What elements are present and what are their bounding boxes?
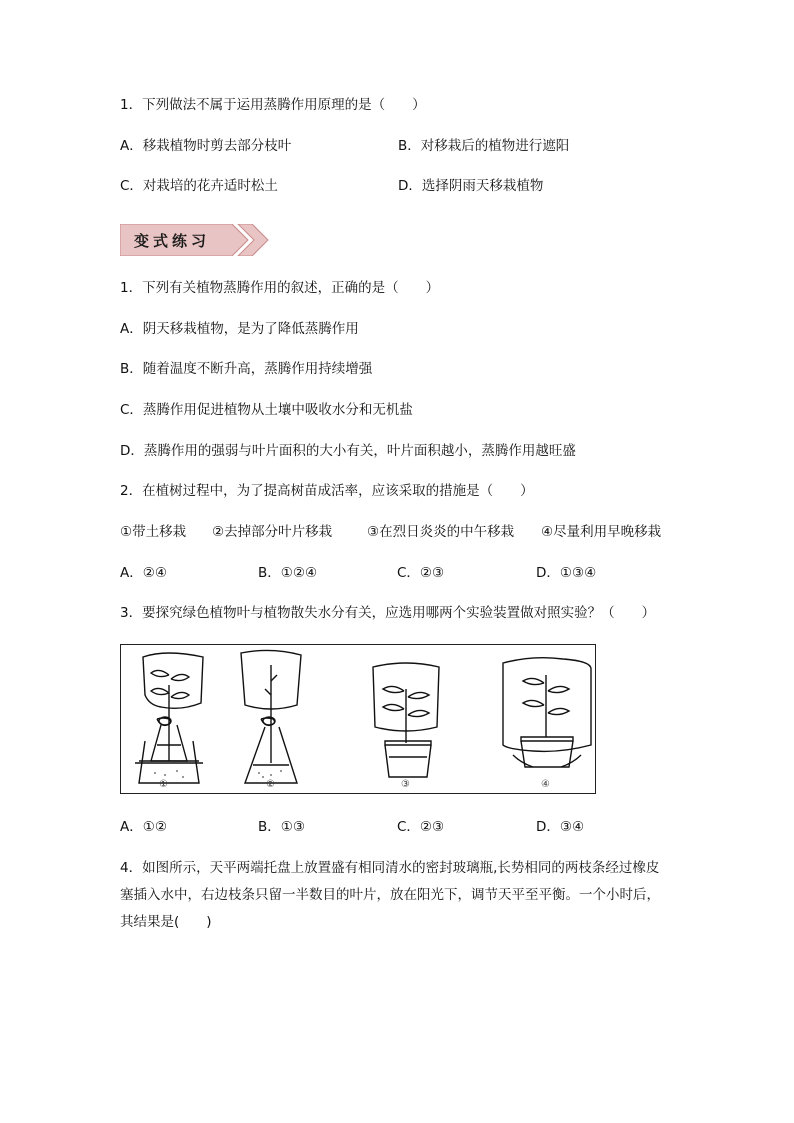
question-stem: 2．在植树过程中，为了提高树苗成活率，应该采取的措施是（ ） — [120, 483, 534, 499]
option-c: C．②③ — [397, 565, 445, 581]
option-d: D．选择阴雨天移栽植物 — [398, 178, 544, 194]
choice-3: ③在烈日炎炎的中午移栽 — [367, 524, 515, 540]
question-stem: 3．要探究绿色植物叶与植物散失水分有关，应选用哪两个实验装置做对照实验？（ ） — [120, 605, 656, 621]
option-a: A．②④ — [120, 565, 167, 581]
question-stem: 1．下列有关植物蒸腾作用的叙述，正确的是（ ） — [120, 280, 440, 296]
experiment-figure — [120, 644, 596, 794]
choice-4: ④尽量利用早晚移栽 — [541, 524, 662, 540]
question-stem-line-1: 4．如图所示，天平两端托盘上放置盛有相同清水的密封玻璃瓶,长势相同的两枝条经过橡皮 — [120, 860, 660, 876]
option-d: D．蒸腾作用的强弱与叶片面积的大小有关，叶片面积越小，蒸腾作用越旺盛 — [120, 443, 576, 459]
option-b: B．随着温度不断升高，蒸腾作用持续增强 — [120, 361, 373, 377]
option-d: D．③④ — [536, 819, 585, 835]
choice-2: ②去掉部分叶片移栽 — [212, 524, 333, 540]
option-c: C．②③ — [397, 819, 445, 835]
banner-title: 变式练习 — [134, 232, 211, 250]
apparatus-label-4: ④ — [541, 779, 550, 790]
option-b: B．对移栽后的植物进行遮阳 — [398, 138, 570, 154]
apparatus-label-2: ② — [266, 779, 275, 790]
option-d: D．①③④ — [536, 565, 597, 581]
section-banner — [120, 224, 270, 256]
option-c: C．对栽培的花卉适时松土 — [120, 178, 278, 194]
option-c: C．蒸腾作用促进植物从土壤中吸收水分和无机盐 — [120, 402, 413, 418]
question-stem-line-3: 其结果是( ) — [120, 914, 212, 930]
choice-1: ①带土移栽 — [120, 524, 187, 540]
question-stem: 1．下列做法不属于运用蒸腾作用原理的是（ ） — [120, 97, 426, 113]
apparatus-label-3: ③ — [401, 779, 410, 790]
option-b: B．①③ — [258, 819, 305, 835]
option-a: A．移栽植物时剪去部分枝叶 — [120, 138, 292, 154]
experiment-drawing — [121, 645, 597, 795]
question-stem-line-2: 塞插入水中，右边枝条只留一半数目的叶片，放在阳光下，调节天平至平衡。一个小时后， — [120, 887, 660, 903]
option-a: A．阴天移栽植物，是为了降低蒸腾作用 — [120, 321, 359, 337]
option-b: B．①②④ — [258, 565, 318, 581]
apparatus-label-1: ① — [159, 779, 168, 790]
option-a: A．①② — [120, 819, 167, 835]
